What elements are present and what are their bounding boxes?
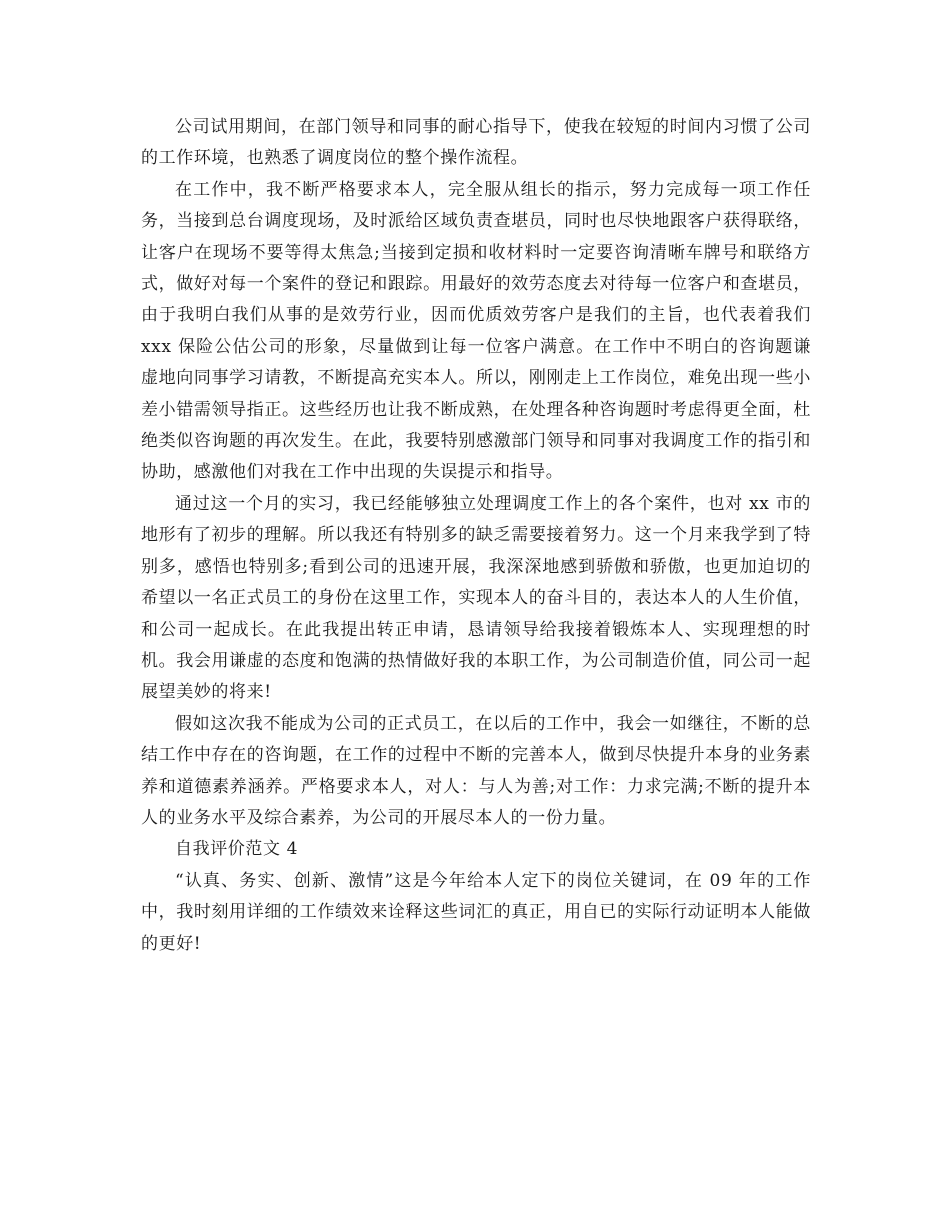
paragraph-work-duties: 在工作中，我不断严格要求本人，完全服从组长的指示，努力完成每一项工作任务，当接到总台调度现场，及时派给区域负责查堪员，同时也尽快地跟客户获得联络，让客户在现场不要等得太焦急;当接到定损和收材料时一定要咨询清晰车牌号和联络方式，做好对每一个案件的登记和跟踪。用最好的效劳态度去对待每一位客户和查堪员，由于我明白我们从事的是效劳行业，因而优质效劳客户是我们的主旨，也代表着我们 xxx 保险公估公司的形象，尽量做到让每一位客户满意。在工作中不明白的咨询题谦虚地向同事学习请教，不断提高充实本人。所以，刚刚走上工作岗位，难免出现一些小差小错需领导指正。这些经历也让我不断成熟，在处理各种咨询题时考虑得更全面，杜绝类似咨询题的再次发生。在此，我要特别感激部门领导和同事对我调度工作的指引和协助，感激他们对我在工作中出现的失误提示和指导。	[141, 179, 811, 483]
document-body	[141, 112, 811, 960]
paragraph-keywords: “认真、务实、创新、激情”这是今年给本人定下的岗位关键词，在 09 年的工作中，我时刻用详细的工作绩效来诠释这些词汇的真正，用自已的实际行动证明本人能做的更好!	[141, 870, 811, 954]
section-heading: 自我评价范文 4	[175, 839, 299, 860]
paragraph-internship: 通过这一个月的实习，我已经能够独立处理调度工作上的各个案件，也对 xx 市的地形有了初步的理解。所以我还有特别多的缺乏需要接着努力。这一个月来我学到了特别多，感悟也特别多;看到公司的迅速开展，我深深地感到骄傲和骄傲，也更加迫切的希望以一名正式员工的身份在这里工作，实现本人的奋斗目的，表达本人的人生价值，和公司一起成长。在此我提出转正申请，恳请领导给我接着锻炼本人、实现理想的时机。我会用谦虚的态度和饱满的热情做好我的本职工作，为公司制造价值，同公司一起展望美妙的将来!	[141, 493, 811, 703]
paragraph-commitment: 假如这次我不能成为公司的正式员工，在以后的工作中，我会一如继往，不断的总结工作中存在的咨询题，在工作的过程中不断的完善本人，做到尽快提升本身的业务素养和道德素养涵养。严格要求本人，对人：与人为善;对工作：力求完满;不断的提升本人的业务水平及综合素养，为公司的开展尽本人的一份力量。	[141, 713, 811, 828]
paragraph-probation: 公司试用期间，在部门领导和同事的耐心指导下，使我在较短的时间内习惯了公司的工作环境，也熟悉了调度岗位的整个操作流程。	[141, 117, 811, 169]
